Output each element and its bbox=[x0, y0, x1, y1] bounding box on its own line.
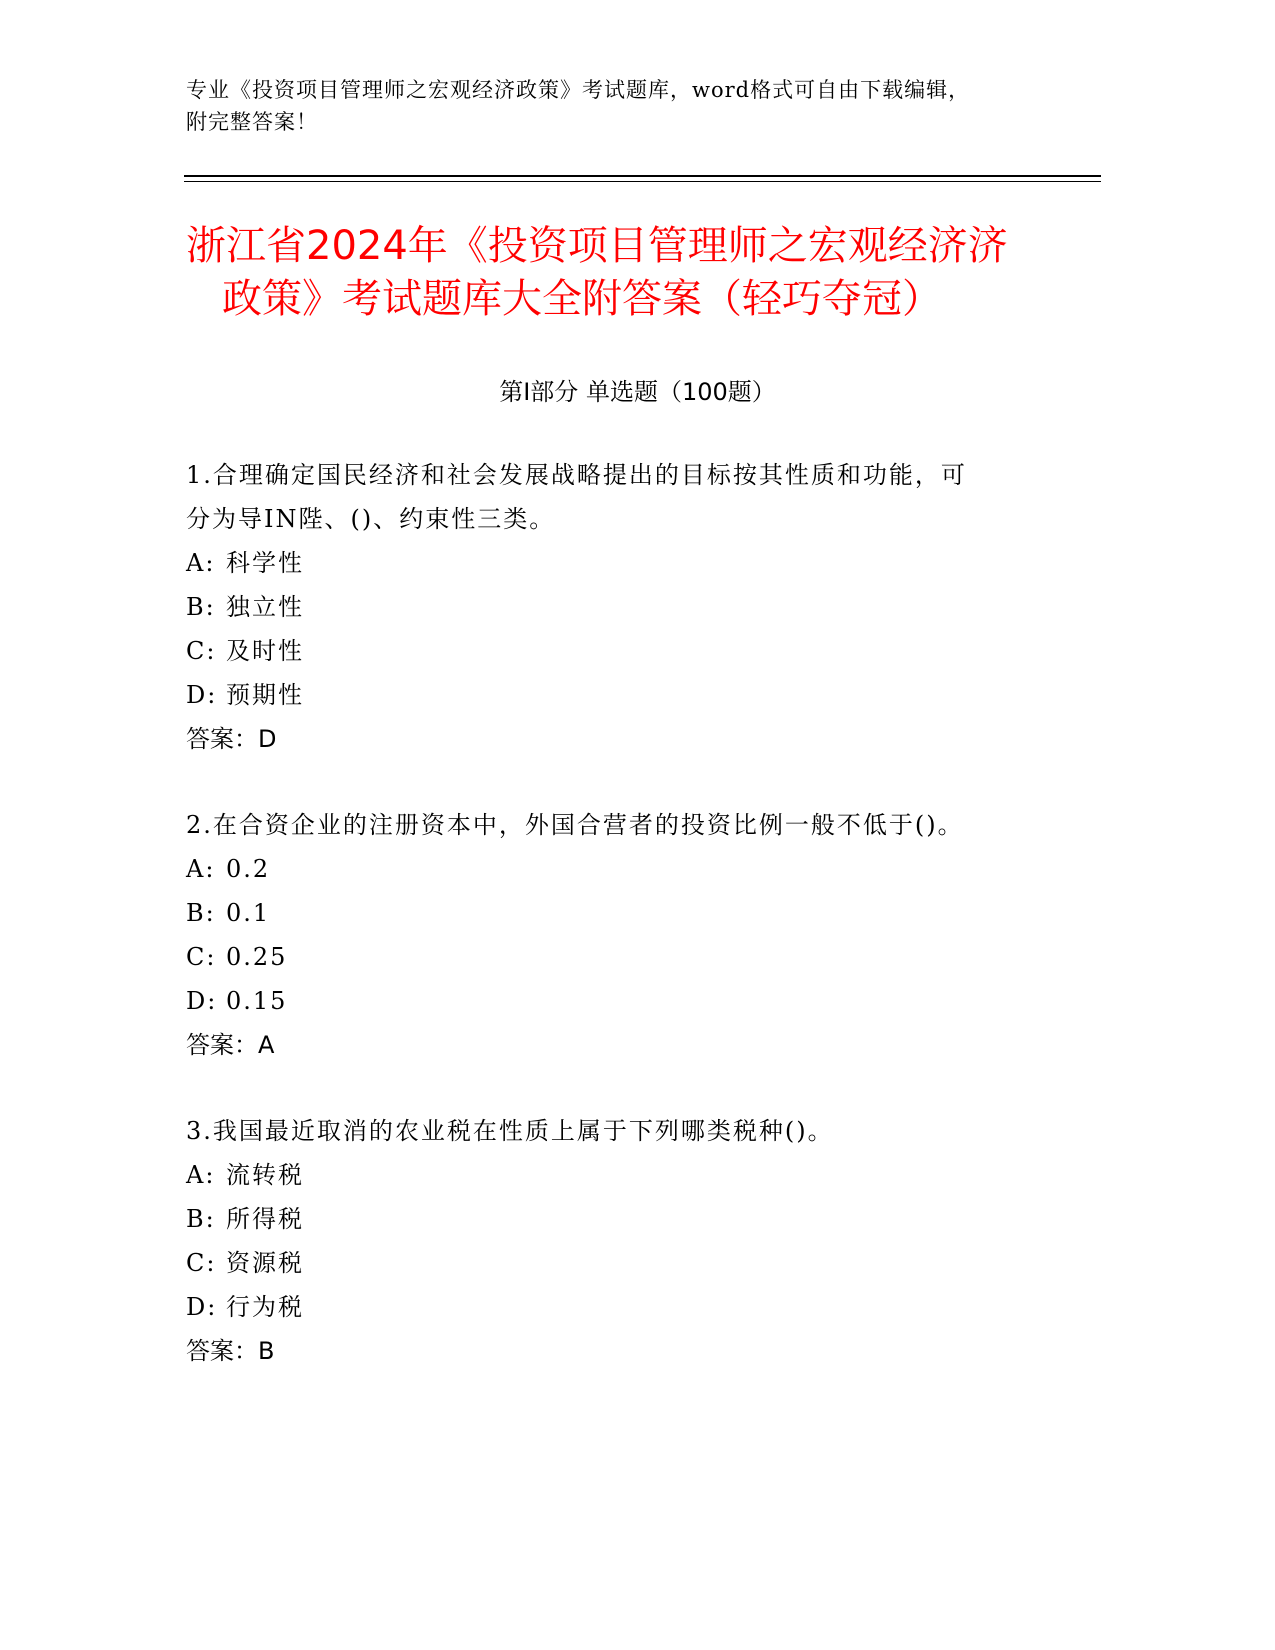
option-key: C: bbox=[186, 1249, 217, 1277]
option-text: 0.1 bbox=[226, 899, 271, 927]
option-a bbox=[186, 1153, 1066, 1197]
header-rule-thick bbox=[184, 175, 1101, 177]
option-text: 独立性 bbox=[226, 593, 304, 621]
option-a bbox=[186, 541, 1066, 585]
option-text: 0.15 bbox=[226, 987, 288, 1015]
option-c bbox=[186, 935, 1066, 979]
document-title-line-2: 政策》考试题库大全附答案（轻巧夺冠） bbox=[222, 276, 942, 322]
option-key: B: bbox=[186, 1205, 216, 1233]
option-c bbox=[186, 1241, 1066, 1285]
option-key: D: bbox=[186, 1293, 218, 1321]
question-stem-line-1: 1.合理确定国民经济和社会发展战略提出的目标按其性质和功能，可 bbox=[186, 461, 967, 489]
option-key: B: bbox=[186, 899, 216, 927]
option-text: 资源税 bbox=[226, 1249, 304, 1277]
question-stem-line-2: 分为导IN陛、()、约束性三类。 bbox=[186, 505, 556, 533]
option-a bbox=[186, 847, 1066, 891]
question-1 bbox=[186, 453, 1066, 761]
answer: 答案：D bbox=[186, 725, 277, 753]
question-stem-line-1: 3.我国最近取消的农业税在性质上属于下列哪类税种()。 bbox=[186, 1117, 834, 1145]
answer: 答案：B bbox=[186, 1337, 275, 1365]
header-note bbox=[186, 74, 1066, 138]
option-text: 科学性 bbox=[226, 549, 304, 577]
option-d bbox=[186, 979, 1066, 1023]
answer: 答案：A bbox=[186, 1031, 275, 1059]
option-key: C: bbox=[186, 637, 217, 665]
option-key: A: bbox=[186, 855, 216, 883]
option-text: 0.25 bbox=[226, 943, 288, 971]
option-key: A: bbox=[186, 549, 216, 577]
option-d bbox=[186, 673, 1066, 717]
option-b bbox=[186, 1197, 1066, 1241]
option-key: B: bbox=[186, 593, 216, 621]
option-d bbox=[186, 1285, 1066, 1329]
option-key: A: bbox=[186, 1161, 216, 1189]
header-note-line-1: 专业《投资项目管理师之宏观经济政策》考试题库，word格式可自由下载编辑， bbox=[186, 78, 971, 102]
section-heading: 第Ⅰ部分 单选题（100题） bbox=[499, 378, 776, 406]
document-title bbox=[186, 220, 1086, 326]
header-note-line-2: 附完整答案！ bbox=[186, 110, 318, 134]
option-text: 行为税 bbox=[226, 1293, 304, 1321]
question-2 bbox=[186, 803, 1066, 1067]
option-text: 及时性 bbox=[226, 637, 304, 665]
option-b bbox=[186, 891, 1066, 935]
question-list bbox=[186, 453, 1066, 1415]
option-text: 预期性 bbox=[226, 681, 304, 709]
option-text: 所得税 bbox=[226, 1205, 304, 1233]
document-title-line-1: 浙江省2024年《投资项目管理师之宏观经济济 bbox=[186, 223, 1008, 269]
option-c bbox=[186, 629, 1066, 673]
question-stem-line-1: 2.在合资企业的注册资本中，外国合营者的投资比例一般不低于()。 bbox=[186, 811, 964, 839]
header-rule-thin bbox=[184, 181, 1101, 182]
option-b bbox=[186, 585, 1066, 629]
option-text: 流转税 bbox=[226, 1161, 304, 1189]
question-3 bbox=[186, 1109, 1066, 1373]
option-key: C: bbox=[186, 943, 217, 971]
option-text: 0.2 bbox=[226, 855, 271, 883]
option-key: D: bbox=[186, 987, 218, 1015]
option-key: D: bbox=[186, 681, 218, 709]
